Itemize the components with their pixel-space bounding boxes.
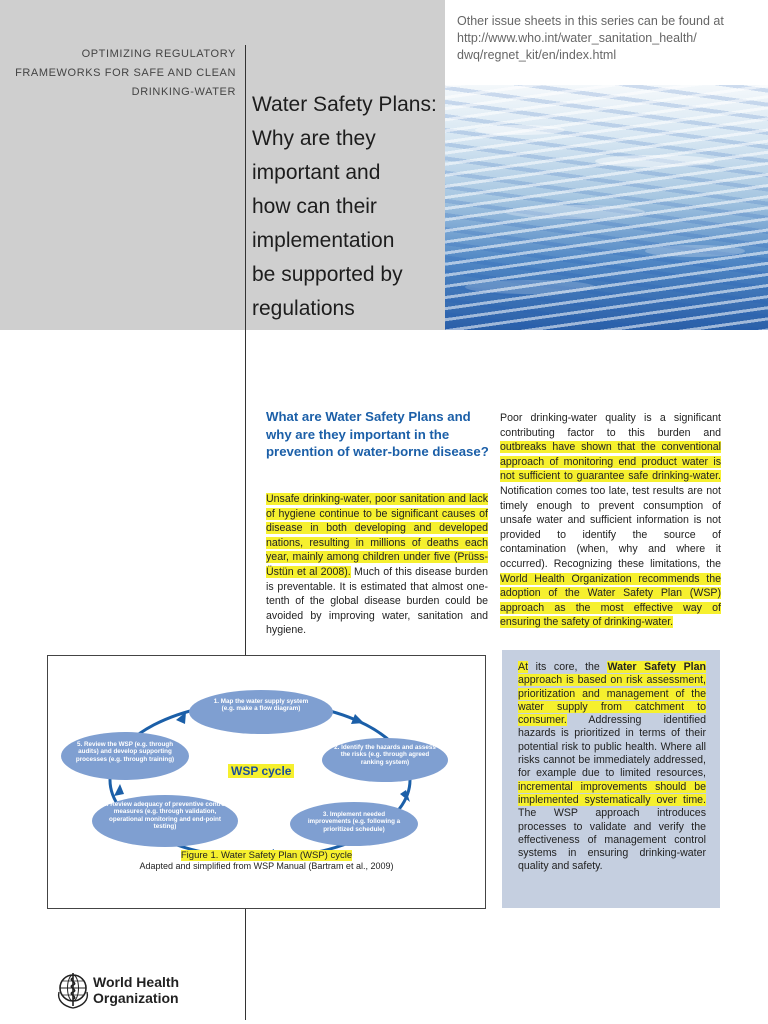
series-caption	[6, 45, 236, 102]
water-ripple	[505, 205, 645, 219]
step-4-label: 4. Review adequacy of preventive control measures (e.g. through validation, operational monitoring and end-point testing)	[103, 801, 227, 831]
water-ripple	[475, 125, 565, 135]
page-title	[252, 88, 442, 326]
title-line: regulations	[252, 297, 355, 320]
left-column-text	[266, 492, 488, 638]
box-text	[518, 661, 706, 874]
highlighted-text: World Health Organization recommends the adoption of the Water Safety Plan (WSP) approach as the most effective way of ensuring the safety of drinking-water.	[500, 572, 721, 629]
right-column-text	[500, 411, 721, 630]
wsp-cycle-figure	[47, 655, 486, 909]
highlighted-text: incremental improvements should be implemented systematically over time.	[518, 780, 706, 806]
figure-source: Adapted and simplified from WSP Manual (Bartram et al., 2009)	[139, 861, 394, 871]
water-ripple	[595, 155, 715, 167]
series-line: FRAMEWORKS FOR SAFE AND CLEAN	[15, 67, 236, 79]
bold-highlighted-text: Water Safety Plan	[607, 661, 706, 673]
figure-caption	[48, 850, 485, 871]
who-name-line: World Health	[93, 974, 180, 990]
body-text: Poor drinking-water quality is a significant contributing factor to this burden and	[500, 412, 721, 439]
title-line: Water Safety Plans:	[252, 93, 437, 116]
body-text: Addressing identified hazards is prioritized in terms of their potential risk to public health. Where all risks cannot be immediately addressed, for example due to limited resources,	[518, 714, 706, 780]
highlighted-text: approach is based on risk assessment, prioritization and management of the water supply from catchment to consumer.	[518, 674, 706, 727]
highlighted-text: outbreaks have shown that the conventional approach of monitoring end product water is not sufficient to guarantee safe drinking-water.	[500, 441, 721, 483]
title-line: be supported by	[252, 263, 403, 286]
body-text: The WSP approach introduces processes to validate and verify the effectiveness of management control systems in ensuring drinking-water quality and safety.	[518, 807, 706, 873]
body-text: Much of this disease burden is preventable. It is estimated that almost one-tenth of the global disease burden could be avoided by improving water, sanitation and hygiene.	[266, 565, 488, 637]
wsp-cycle-label: WSP cycle	[228, 764, 294, 778]
figure-title	[48, 850, 485, 861]
water-ripple	[645, 245, 745, 257]
series-line: DRINKING-WATER	[131, 86, 236, 98]
wsp-approach-box	[502, 650, 720, 908]
title-line: how can their	[252, 195, 377, 218]
url-link[interactable]: dwq/regnet_kit/en/index.html	[457, 48, 617, 62]
who-name	[93, 974, 179, 1006]
who-logo	[55, 970, 255, 1015]
section-heading: What are Water Safety Plans and why are they important in the prevention of water-borne disease?	[266, 409, 489, 459]
figure-title-text: Figure 1. Water Safety Plan (WSP) cycle	[180, 850, 353, 861]
title-line: important and	[252, 161, 381, 184]
water-ripple	[465, 280, 595, 294]
title-line: Why are they	[252, 127, 376, 150]
step-3-label: 3. Implement needed improvements (e.g. following a prioritized schedule)	[307, 811, 401, 833]
water-photo	[445, 85, 768, 330]
step-1-label: 1. Map the water supply system (e.g. make a flow diagram)	[213, 698, 309, 713]
series-line: OPTIMIZING REGULATORY	[81, 48, 236, 60]
highlighted-text: Unsafe drinking-water, poor sanitation and lack of hygiene continue to be significant causes of disease in both developing and developed nations, resulting in millions of deaths each year, mainly among children under five (Prüss-Üstün et al 2008).	[266, 493, 488, 578]
step-5-label: 5. Review the WSP (e.g. through audits) and develop supporting processes (e.g. through training)	[75, 741, 175, 763]
url-note-text: Other issue sheets in this series can be found at	[457, 14, 724, 28]
cycle-arrow-icon	[114, 784, 124, 796]
url-note	[457, 13, 762, 64]
highlighted-text: At	[518, 661, 529, 673]
step-2-label: 2. Identify the hazards and assess the risks (e.g. through agreed ranking system)	[334, 744, 436, 766]
who-emblem-icon	[55, 970, 91, 1010]
who-name-line: Organization	[93, 990, 179, 1006]
body-text: its core, the	[528, 661, 608, 673]
title-line: implementation	[252, 229, 395, 252]
url-link[interactable]: http://www.who.int/water_sanitation_health/	[457, 31, 697, 45]
body-text: Notification comes too late, test results are not timely enough to prevent consumption of unsafe water and sufficient information is not provided to identify the source of contamination (when, why and where it occurred). Recognizing these limitations, the	[500, 484, 721, 570]
